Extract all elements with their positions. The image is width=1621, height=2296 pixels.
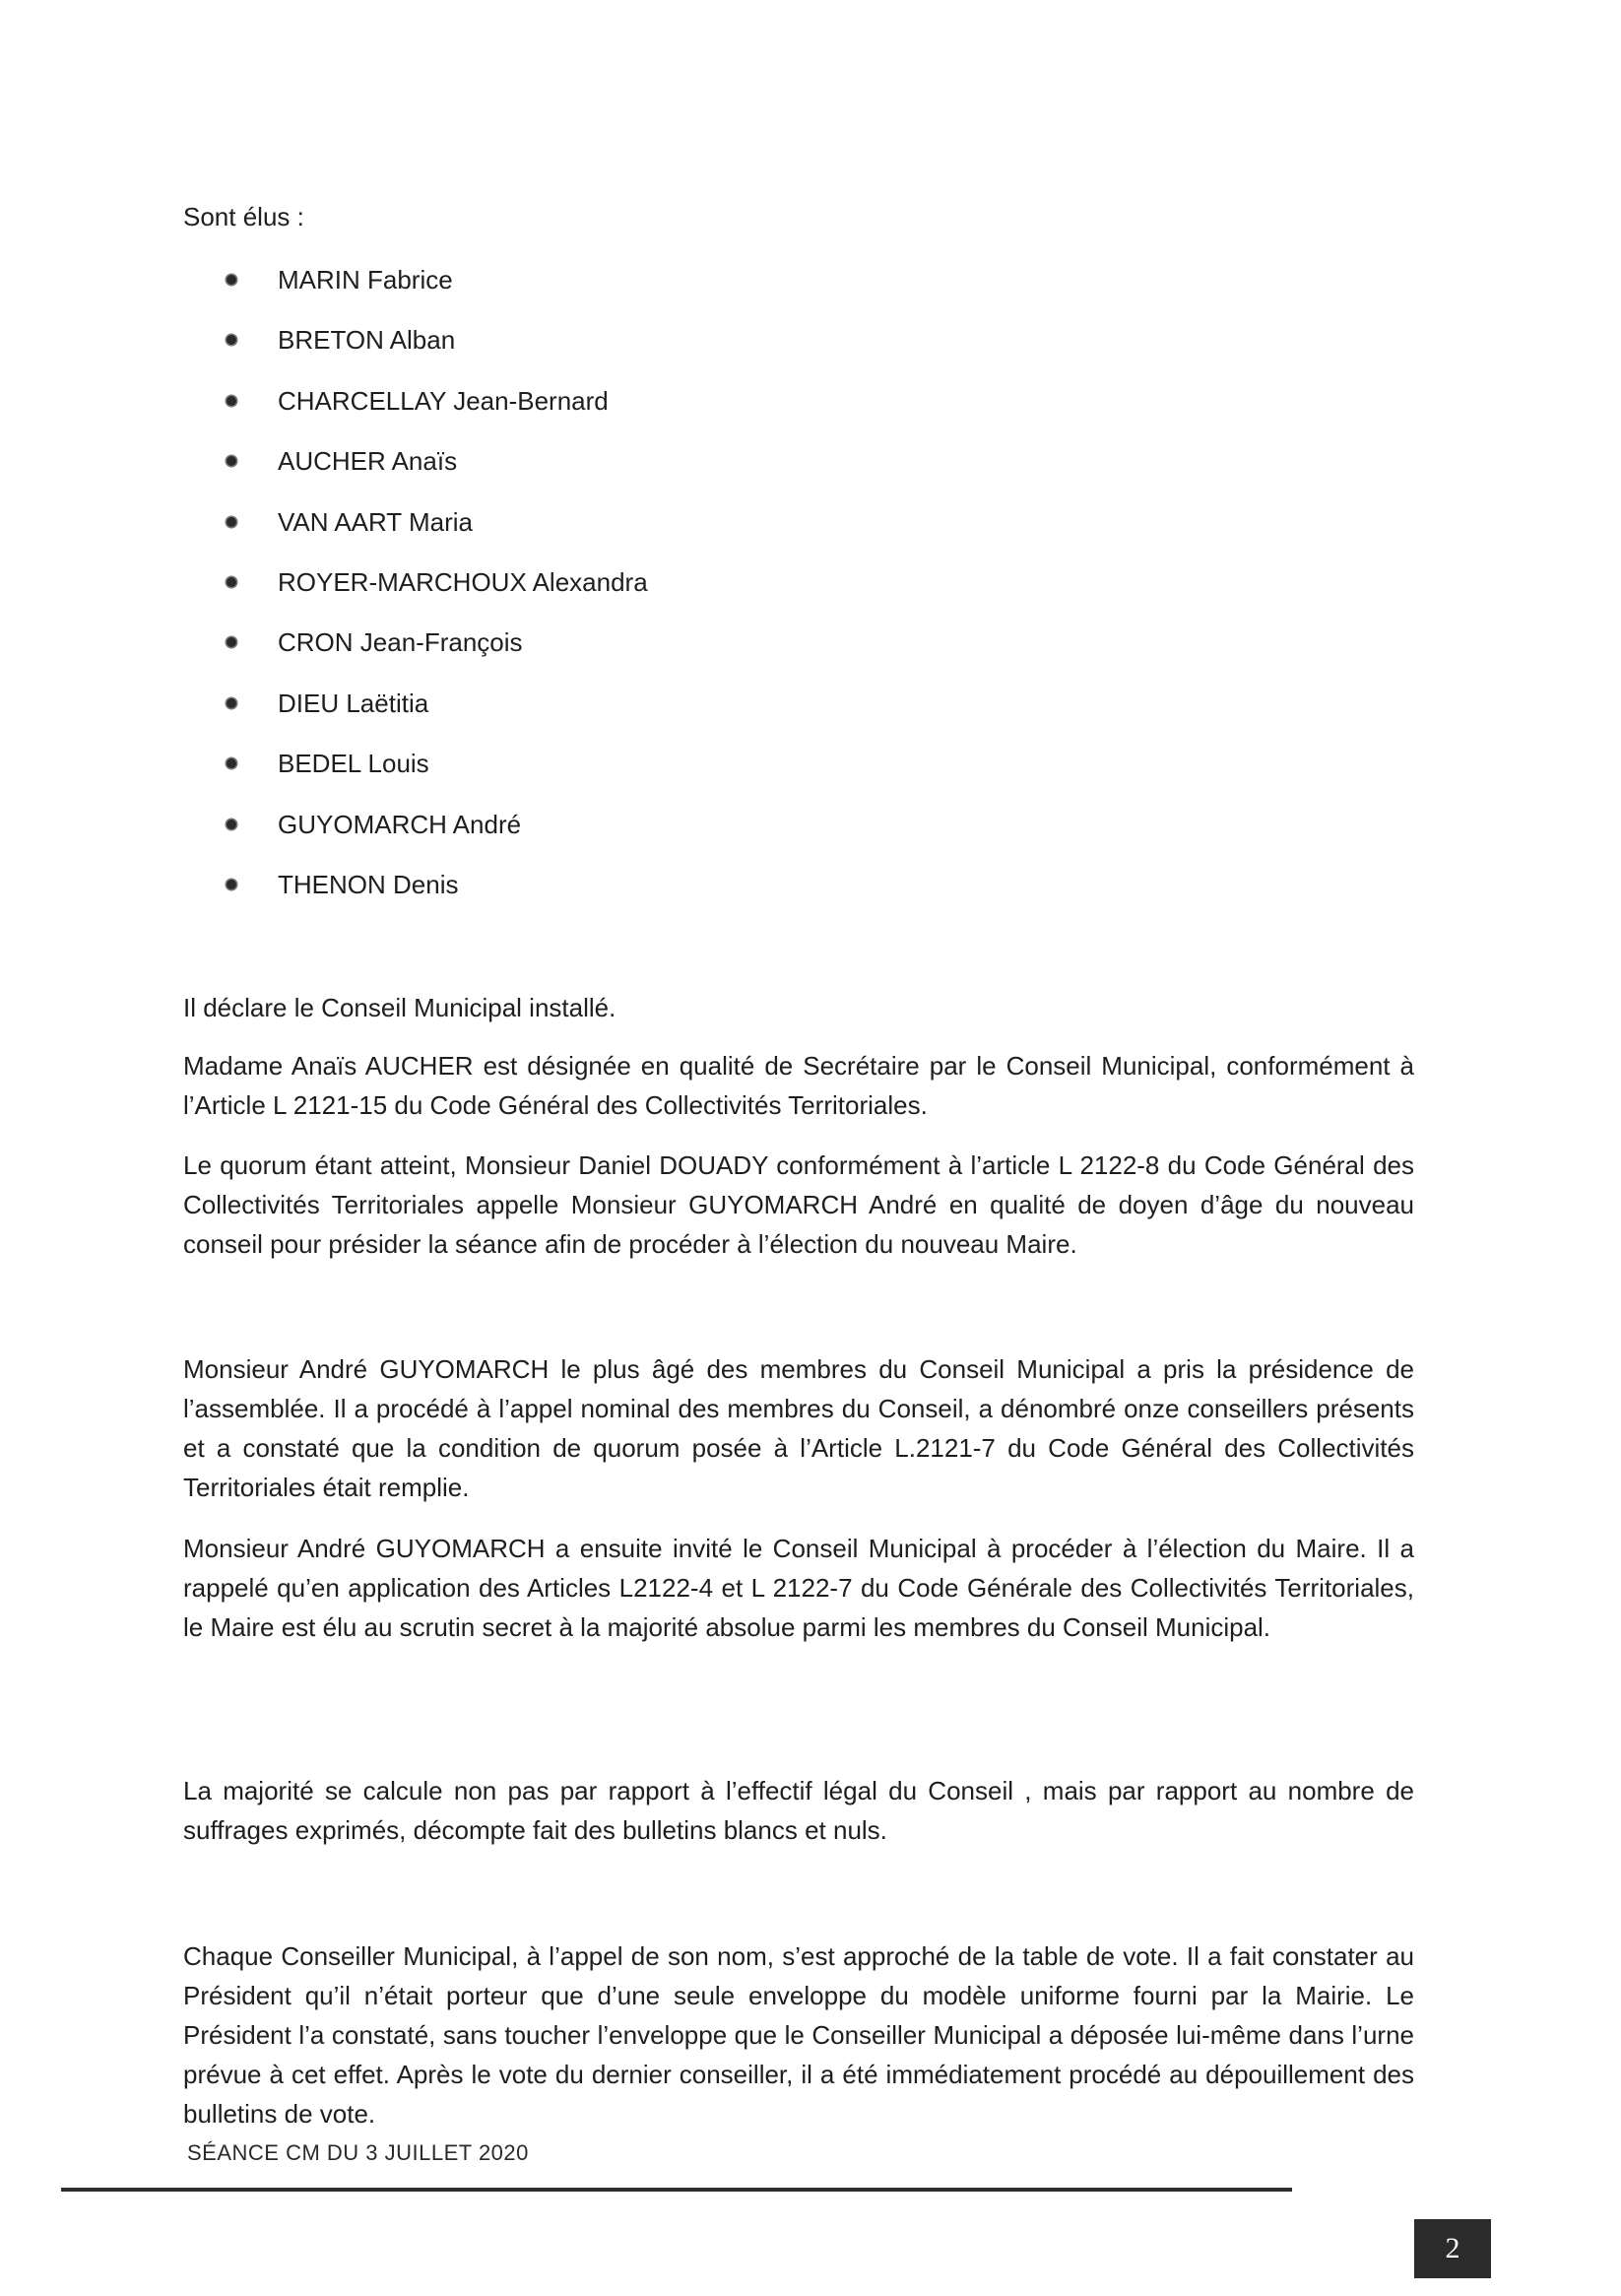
session-footer: SÉANCE CM DU 3 JUILLET 2020 [187,2140,529,2165]
elected-name: CRON Jean-François [278,627,523,658]
list-item [227,624,648,685]
vote-paragraph: Chaque Conseiller Municipal, à l’appel de son nom, s’est approché de la table de vote. Il a fait constater au Président qu’il n’était porteur que d’une seule enveloppe du modèle uniforme fourni par la Mairie. Le Président l’a constaté, sans toucher l’enveloppe que le Conseiller Municipal a déposée lui-même dans l’urne prévue à cet effet. Après le vote du dernier conseiller, il a été immédiatement procédé au dépouillement des bulletins de vote. [183,1941,1414,2129]
elected-name: ROYER-MARCHOUX Alexandra [278,566,648,597]
bullet-icon [227,335,236,345]
elected-name: VAN AART Maria [278,506,473,537]
list-item [227,443,648,503]
elected-name: AUCHER Anaïs [278,446,458,477]
bullet-icon [227,456,236,466]
bullet-icon [227,637,236,647]
bullet-icon [227,275,236,285]
bullet-icon [227,517,236,527]
elected-list [227,262,648,927]
secretary-paragraph: Madame Anaïs AUCHER est désignée en qualité de Secrétaire par le Conseil Municipal, conformément à l’Article L 2121-15 du Code Général des Collectivités Territoriales. [183,1051,1414,1120]
list-item [227,686,648,746]
elected-name: DIEU Laëtitia [278,688,429,718]
elected-name: CHARCELLAY Jean-Bernard [278,385,609,416]
elected-name: THENON Denis [278,869,459,899]
list-item [227,262,648,322]
bullet-icon [227,758,236,768]
presidency-paragraph: Monsieur André GUYOMARCH le plus âgé des membres du Conseil Municipal a pris la présidence de l’assemblée. Il a procédé à l’appel nominal des membres du Conseil, a dénombré onze conseillers présents et a constaté que la condition de quorum posée à l’Article L.2121-7 du Code Général des Collectivités Territoriales était remplie. [183,1354,1414,1502]
list-item [227,867,648,927]
list-item [227,807,648,867]
list-item [227,564,648,624]
installation-paragraph: Il déclare le Conseil Municipal installé. [183,993,616,1022]
elected-name: GUYOMARCH André [278,809,522,839]
bullet-icon [227,698,236,708]
footer-divider [61,2188,1292,2192]
quorum-paragraph: Le quorum étant atteint, Monsieur Daniel DOUADY conformément à l’article L 2122-8 du Code Général des Collectivités Territoriales appelle Monsieur GUYOMARCH André en qualité de doyen d’âge du nouveau conseil pour présider la séance afin de procéder à l’élection du nouveau Maire. [183,1150,1414,1259]
bullet-icon [227,577,236,587]
elected-name: MARIN Fabrice [278,265,453,295]
list-item [227,322,648,382]
election-paragraph: Monsieur André GUYOMARCH a ensuite invité le Conseil Municipal à procéder à l’élection du Maire. Il a rappelé qu’en application des Articles L2122-4 et L 2122-7 du Code Générale des Collectivités Territoriales, le Maire est élu au scrutin secret à la majorité absolue parmi les membres du Conseil Municipal. [183,1534,1414,1642]
bullet-icon [227,396,236,406]
list-item [227,504,648,564]
bullet-icon [227,880,236,889]
elected-name: BRETON Alban [278,325,456,356]
majority-paragraph: La majorité se calcule non pas par rapport à l’effectif légal du Conseil , mais par rapport au nombre de suffrages exprimés, décompte fait des bulletins blancs et nuls. [183,1776,1414,1845]
elected-name: BEDEL Louis [278,749,429,779]
elected-intro: Sont élus : [183,202,304,231]
list-item [227,746,648,806]
bullet-icon [227,820,236,829]
list-item [227,383,648,443]
page-number: 2 [1414,2219,1491,2278]
